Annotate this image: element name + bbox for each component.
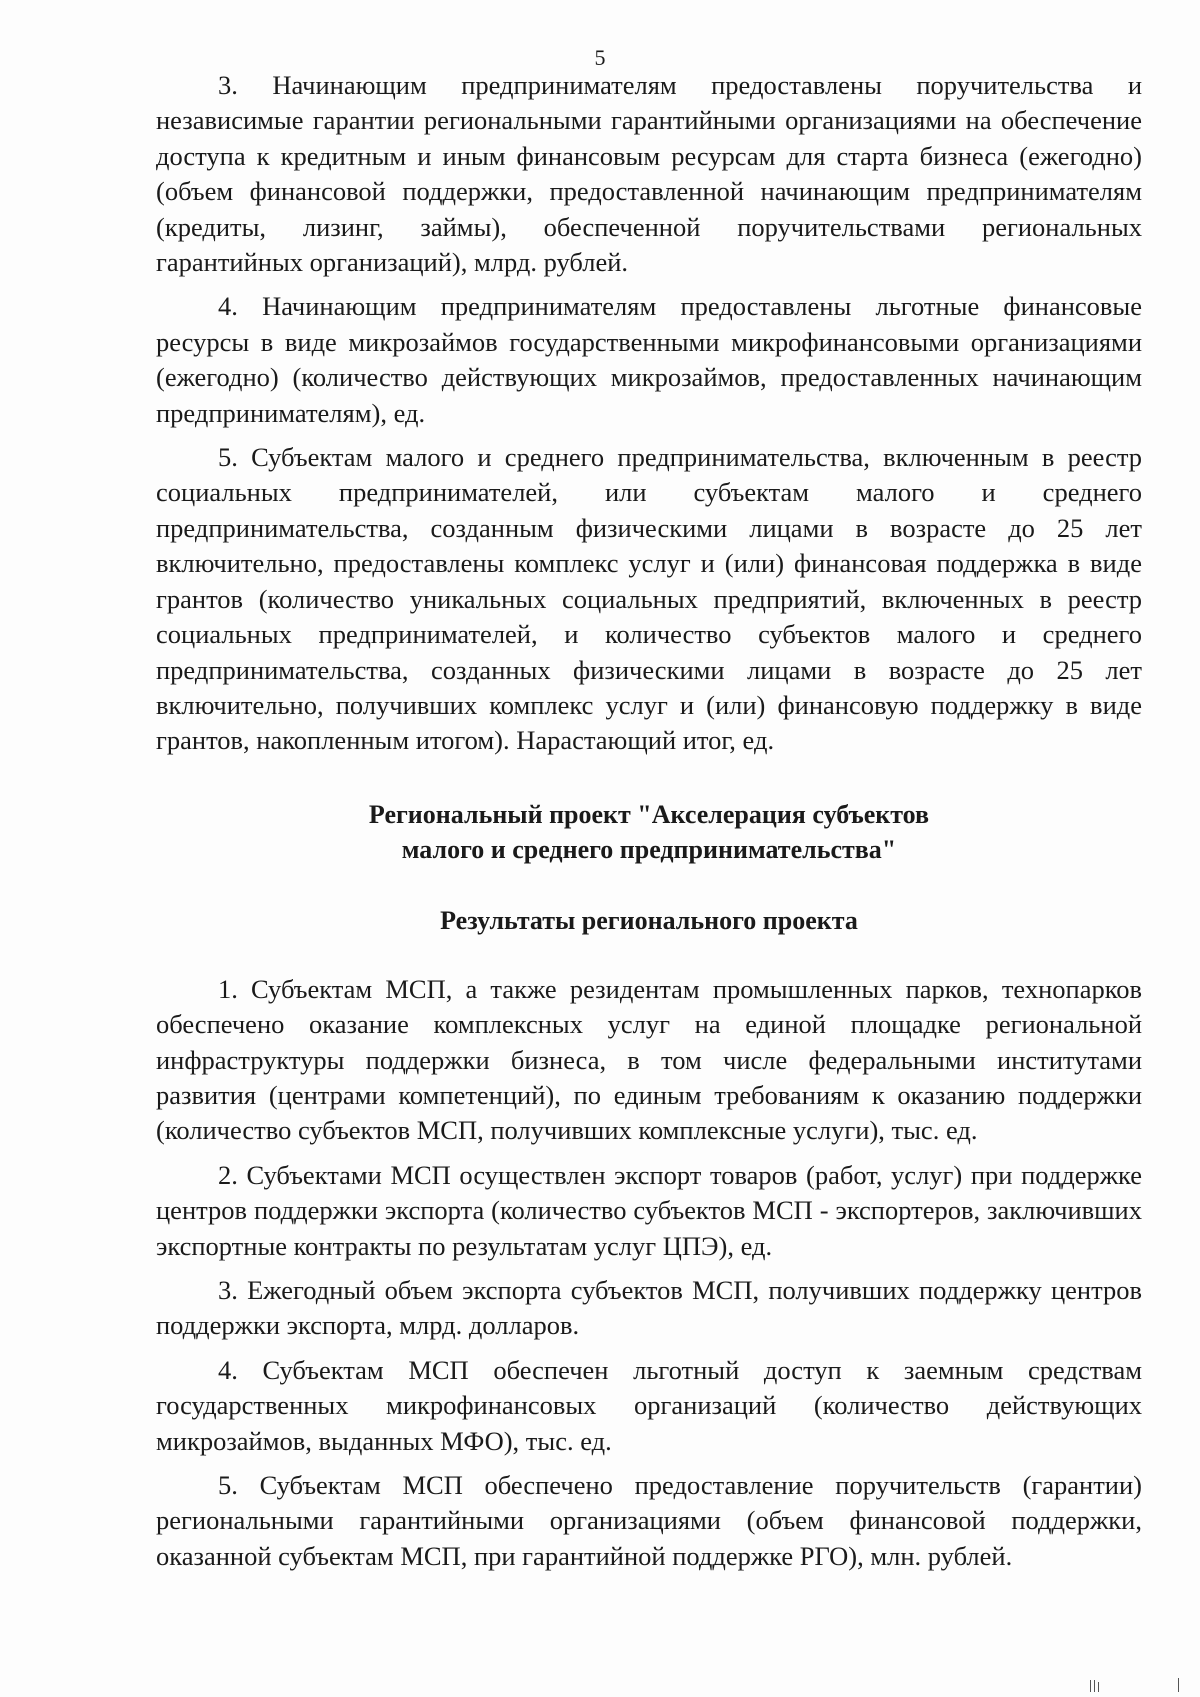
scan-artifact <box>1094 1680 1095 1692</box>
paragraph-top-3: 3. Начинающим предпринимателям предоставлены поручительства и независимые гарантии региональными гарантийными организациями на обеспечение доступа к кредитным и иным финансовым ресурсам для старта бизнеса (ежегодно) (объем финансовой поддержки, предоставленной начинающим предпринимателям (кредиты, лизинг, займы), обеспеченной поручительствами региональных гарантийных организаций), млрд. рублей. <box>156 70 1142 278</box>
result-item-4: 4. Субъектам МСП обеспечен льготный доступ к заемным средствам государственных микрофинансовых организаций (количество действующих микрозаймов, выданных МФО), тыс. ед. <box>156 1354 1142 1456</box>
result-item-2: 2. Субъектами МСП осуществлен экспорт товаров (работ, услуг) при поддержке центров поддержки экспорта (количество субъектов МСП - экспортеров, заключивших экспортные контракты по результатам услуг ЦПЭ), ед. <box>156 1159 1142 1261</box>
scan-artifact <box>1098 1682 1099 1692</box>
result-item-3: 3. Ежегодный объем экспорта субъектов МСП, получивших поддержку центров поддержки экспорта, млрд. долларов. <box>156 1274 1142 1341</box>
document-body <box>156 68 1142 1583</box>
scan-artifact <box>1090 1680 1091 1692</box>
paragraph-top-4: 4. Начинающим предпринимателям предоставлены льготные финансовые ресурсы в виде микрозаймов государственными микрофинансовыми организациями (ежегодно) (количество действующих микрозаймов, предоставленных начинающим предпринимателям), ед. <box>156 291 1142 428</box>
project-title-line-1: Региональный проект "Акселерация субъектов <box>368 799 930 829</box>
project-title <box>156 797 1142 867</box>
result-item-1: 1. Субъектам МСП, а также резидентам промышленных парков, технопарков обеспечено оказание комплексных услуг на единой площадке региональной инфраструктуры поддержки бизнеса, в том числе федеральными институтами развития (центрами компетенций), по единым требованиям к оказанию поддержки (количество субъектов МСП, получивших комплексные услуги), тыс. ед. <box>156 973 1142 1146</box>
results-title: Результаты регионального проекта <box>440 905 858 935</box>
page-number: 5 <box>594 45 606 70</box>
paragraph-top-5: 5. Субъектам малого и среднего предпринимательства, включенным в реестр социальных предпринимателей, или субъектам малого и среднего предпринимательства, созданным физическими лицами в возрасте до 25 лет включительно, предоставлены комплекс услуг и (или) финансовая поддержка в виде грантов (количество уникальных социальных предприятий, включенных в реестр социальных предпринимателей, и количество субъектов малого и среднего предпринимательства, созданных физическими лицами в возрасте до 25 лет включительно, получивших комплекс услуг и (или) финансовую поддержку в виде грантов, накопленным итогом). Нарастающий итог, ед. <box>156 442 1142 756</box>
scan-artifact <box>1178 1678 1179 1692</box>
result-item-5: 5. Субъектам МСП обеспечено предоставление поручительств (гарантии) региональными гарантийными организациями (объем финансовой поддержки, оказанной субъектам МСП, при гарантийной поддержке РГО), млн. рублей. <box>156 1470 1142 1571</box>
project-title-line-2: малого и среднего предпринимательства" <box>401 834 897 864</box>
